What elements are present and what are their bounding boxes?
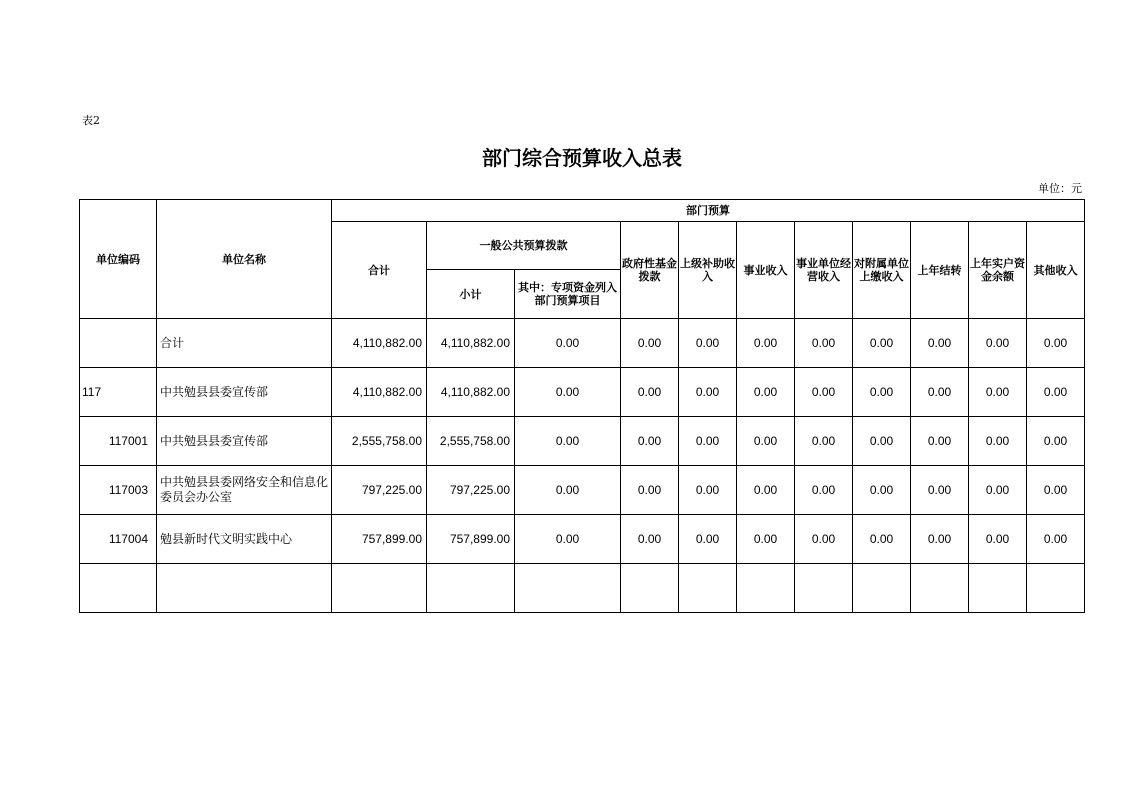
cell-empty (853, 564, 911, 613)
cell-superior: 0.00 (679, 417, 737, 466)
cell-name: 合计 (157, 319, 332, 368)
header-subtotal: 小计 (427, 270, 515, 319)
cell-code: 117004 (80, 515, 157, 564)
cell-balance: 0.00 (969, 466, 1027, 515)
cell-subtotal: 797,225.00 (427, 466, 515, 515)
header-other: 其他收入 (1027, 222, 1085, 319)
cell-empty (737, 564, 795, 613)
cell-carryover: 0.00 (911, 319, 969, 368)
cell-business: 0.00 (737, 515, 795, 564)
cell-special: 0.00 (515, 515, 621, 564)
table-row (80, 319, 1085, 368)
cell-superior: 0.00 (679, 319, 737, 368)
empty-row (80, 564, 1085, 613)
cell-superior: 0.00 (679, 368, 737, 417)
cell-special: 0.00 (515, 319, 621, 368)
table-row (80, 368, 1085, 417)
cell-affiliated: 0.00 (853, 368, 911, 417)
cell-business: 0.00 (737, 368, 795, 417)
header-code: 单位编码 (80, 200, 157, 319)
cell-empty (515, 564, 621, 613)
table-tag: 表2 (82, 114, 100, 127)
header-carryover: 上年结转 (911, 222, 969, 319)
cell-gov-fund: 0.00 (621, 319, 679, 368)
unit-label: 单位：元 (1038, 182, 1082, 195)
cell-subtotal: 4,110,882.00 (427, 319, 515, 368)
cell-special: 0.00 (515, 466, 621, 515)
cell-balance: 0.00 (969, 417, 1027, 466)
cell-business: 0.00 (737, 466, 795, 515)
cell-total: 4,110,882.00 (332, 319, 427, 368)
cell-code: 117003 (80, 466, 157, 515)
cell-affiliated: 0.00 (853, 417, 911, 466)
cell-affiliated: 0.00 (853, 515, 911, 564)
cell-operating: 0.00 (795, 515, 853, 564)
cell-name: 中共勉县县委宣传部 (157, 368, 332, 417)
cell-name: 中共勉县县委网络安全和信息化委员会办公室 (157, 466, 332, 515)
cell-business: 0.00 (737, 319, 795, 368)
cell-other: 0.00 (1027, 466, 1085, 515)
cell-other: 0.00 (1027, 417, 1085, 466)
cell-code: 117001 (80, 417, 157, 466)
cell-gov-fund: 0.00 (621, 368, 679, 417)
cell-empty (679, 564, 737, 613)
cell-business: 0.00 (737, 417, 795, 466)
cell-affiliated: 0.00 (853, 319, 911, 368)
cell-operating: 0.00 (795, 319, 853, 368)
cell-other: 0.00 (1027, 515, 1085, 564)
cell-carryover: 0.00 (911, 368, 969, 417)
cell-gov-fund: 0.00 (621, 466, 679, 515)
cell-gov-fund: 0.00 (621, 417, 679, 466)
table-row (80, 466, 1085, 515)
table-row (80, 515, 1085, 564)
cell-code (80, 319, 157, 368)
cell-affiliated: 0.00 (853, 466, 911, 515)
cell-carryover: 0.00 (911, 417, 969, 466)
cell-empty (911, 564, 969, 613)
cell-empty (621, 564, 679, 613)
cell-operating: 0.00 (795, 368, 853, 417)
cell-total: 797,225.00 (332, 466, 427, 515)
cell-empty (969, 564, 1027, 613)
cell-subtotal: 4,110,882.00 (427, 368, 515, 417)
cell-code: 117 (80, 368, 157, 417)
cell-total: 4,110,882.00 (332, 368, 427, 417)
cell-balance: 0.00 (969, 515, 1027, 564)
header-business: 事业收入 (737, 222, 795, 319)
cell-empty (157, 564, 332, 613)
cell-subtotal: 757,899.00 (427, 515, 515, 564)
table-row (80, 417, 1085, 466)
header-dept-budget: 部门预算 (332, 200, 1085, 222)
cell-balance: 0.00 (969, 319, 1027, 368)
cell-superior: 0.00 (679, 515, 737, 564)
cell-total: 2,555,758.00 (332, 417, 427, 466)
header-special: 其中：专项资金列入部门预算项目 (515, 270, 621, 319)
cell-carryover: 0.00 (911, 515, 969, 564)
cell-operating: 0.00 (795, 417, 853, 466)
cell-empty (1027, 564, 1085, 613)
header-balance: 上年实户资金余额 (969, 222, 1027, 319)
cell-name: 中共勉县县委宣传部 (157, 417, 332, 466)
header-total: 合计 (332, 222, 427, 319)
cell-superior: 0.00 (679, 466, 737, 515)
cell-total: 757,899.00 (332, 515, 427, 564)
cell-carryover: 0.00 (911, 466, 969, 515)
page-title: 部门综合预算收入总表 (482, 146, 682, 170)
cell-operating: 0.00 (795, 466, 853, 515)
cell-gov-fund: 0.00 (621, 515, 679, 564)
header-gov-fund: 政府性基金拨款 (621, 222, 679, 319)
header-name: 单位名称 (157, 200, 332, 319)
cell-subtotal: 2,555,758.00 (427, 417, 515, 466)
cell-empty (795, 564, 853, 613)
header-affiliated: 对附属单位上缴收入 (853, 222, 911, 319)
cell-empty (427, 564, 515, 613)
cell-special: 0.00 (515, 368, 621, 417)
budget-table (79, 199, 1085, 613)
header-superior: 上级补助收入 (679, 222, 737, 319)
header-general: 一般公共预算拨款 (427, 222, 621, 270)
cell-other: 0.00 (1027, 368, 1085, 417)
cell-empty (332, 564, 427, 613)
cell-other: 0.00 (1027, 319, 1085, 368)
cell-name: 勉县新时代文明实践中心 (157, 515, 332, 564)
header-operating: 事业单位经营收入 (795, 222, 853, 319)
cell-balance: 0.00 (969, 368, 1027, 417)
cell-empty (80, 564, 157, 613)
cell-special: 0.00 (515, 417, 621, 466)
